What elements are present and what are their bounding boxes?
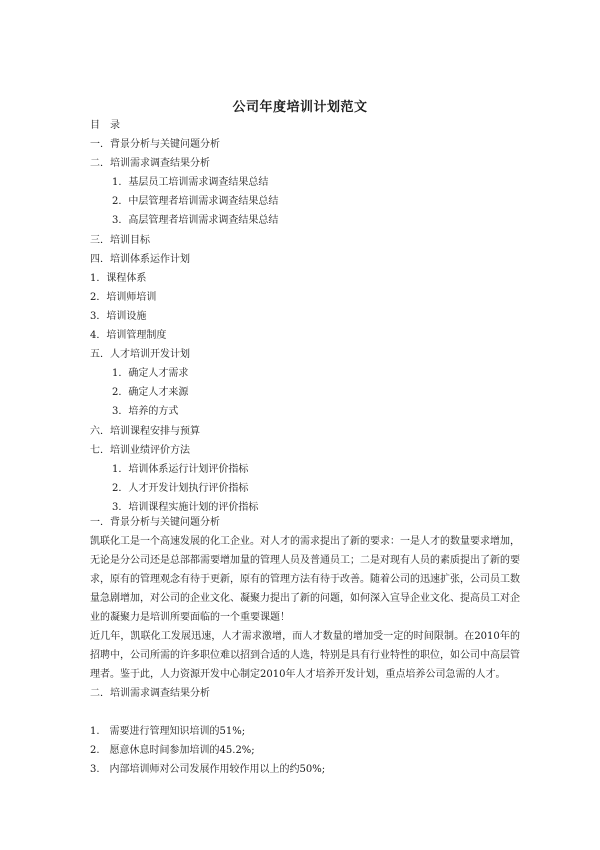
document-body <box>90 513 520 779</box>
toc-entry: 1．基层员工培训需求调查结果总结 <box>112 177 269 189</box>
toc-entry: 2．确定人才来源 <box>112 387 189 399</box>
body-paragraph: 近几年，凯联化工发展迅速，人才需求激增，而人才数量的增加受一定的时间限制。在2010年的招聘中，公司所需的许多职位难以招到合适的人选，特别是具有行业特性的职位，如公司中高层管理者。鉴于此，人力资源开发中心制定2010年人才培养开发计划，重点培养公司急需的人才。 <box>90 631 520 680</box>
blank-line <box>90 703 520 722</box>
toc-entry: 2．培训师培训 <box>90 291 157 303</box>
document-title: 公司年度培训计划范文 <box>232 100 368 115</box>
list-item: 2. 愿意休息时间参加培训的45.2%; <box>90 745 255 756</box>
list-item: 3. 内部培训师对公司发展作用较作用以上的约50%; <box>90 764 326 775</box>
toc-entry: 1．课程体系 <box>90 272 147 284</box>
toc-entry: 2．中层管理者培训需求调查结果总结 <box>112 196 279 208</box>
section-heading: 一．背景分析与关键问题分析 <box>90 517 220 528</box>
toc-entry: 4．培训管理制度 <box>90 330 167 342</box>
toc-entry: 3．培训设施 <box>90 310 147 322</box>
toc-entry: 三．培训目标 <box>90 234 150 246</box>
toc-entry: 3．高层管理者培训需求调查结果总结 <box>112 215 279 227</box>
toc-heading: 目 录 <box>90 120 120 131</box>
table-of-contents <box>90 116 530 517</box>
toc-entry: 四．培训体系运作计划 <box>90 253 190 265</box>
toc-entry: 五．人才培训开发计划 <box>90 349 190 361</box>
toc-entry: 1．培训体系运行计划评价指标 <box>112 463 249 475</box>
toc-entry: 3．培训课程实施计划的评价指标 <box>112 501 259 513</box>
toc-entry: 一．背景分析与关键问题分析 <box>90 139 220 151</box>
section-heading: 二．培训需求调查结果分析 <box>90 688 210 699</box>
toc-entry: 3．培养的方式 <box>112 406 179 418</box>
list-item: 1. 需要进行管理知识培训的51%; <box>90 726 246 737</box>
toc-entry: 二．培训需求调查结果分析 <box>90 158 210 170</box>
toc-entry: 2．人才开发计划执行评价指标 <box>112 482 249 494</box>
toc-entry: 七．培训业绩评价方法 <box>90 444 190 456</box>
toc-entry: 六．培训课程安排与预算 <box>90 425 200 437</box>
toc-entry: 1．确定人才需求 <box>112 368 189 380</box>
body-paragraph: 凯联化工是一个高速发展的化工企业。对人才的需求提出了新的要求：一是人才的数量要求增加，无论是分公司还是总部都需要增加量的管理人员及普通员工；二是对现有人员的素质提出了新的要求，原有的管理观念有待于更新，原有的管理方法有待于改善。随着公司的迅速扩张，公司员工数量急剧增加，对公司的企业文化、凝聚力提出了新的问题，如何深入宣导企业文化、提高员工对企业的凝聚力是培训所要面临的一个重要课题！ <box>90 536 520 623</box>
